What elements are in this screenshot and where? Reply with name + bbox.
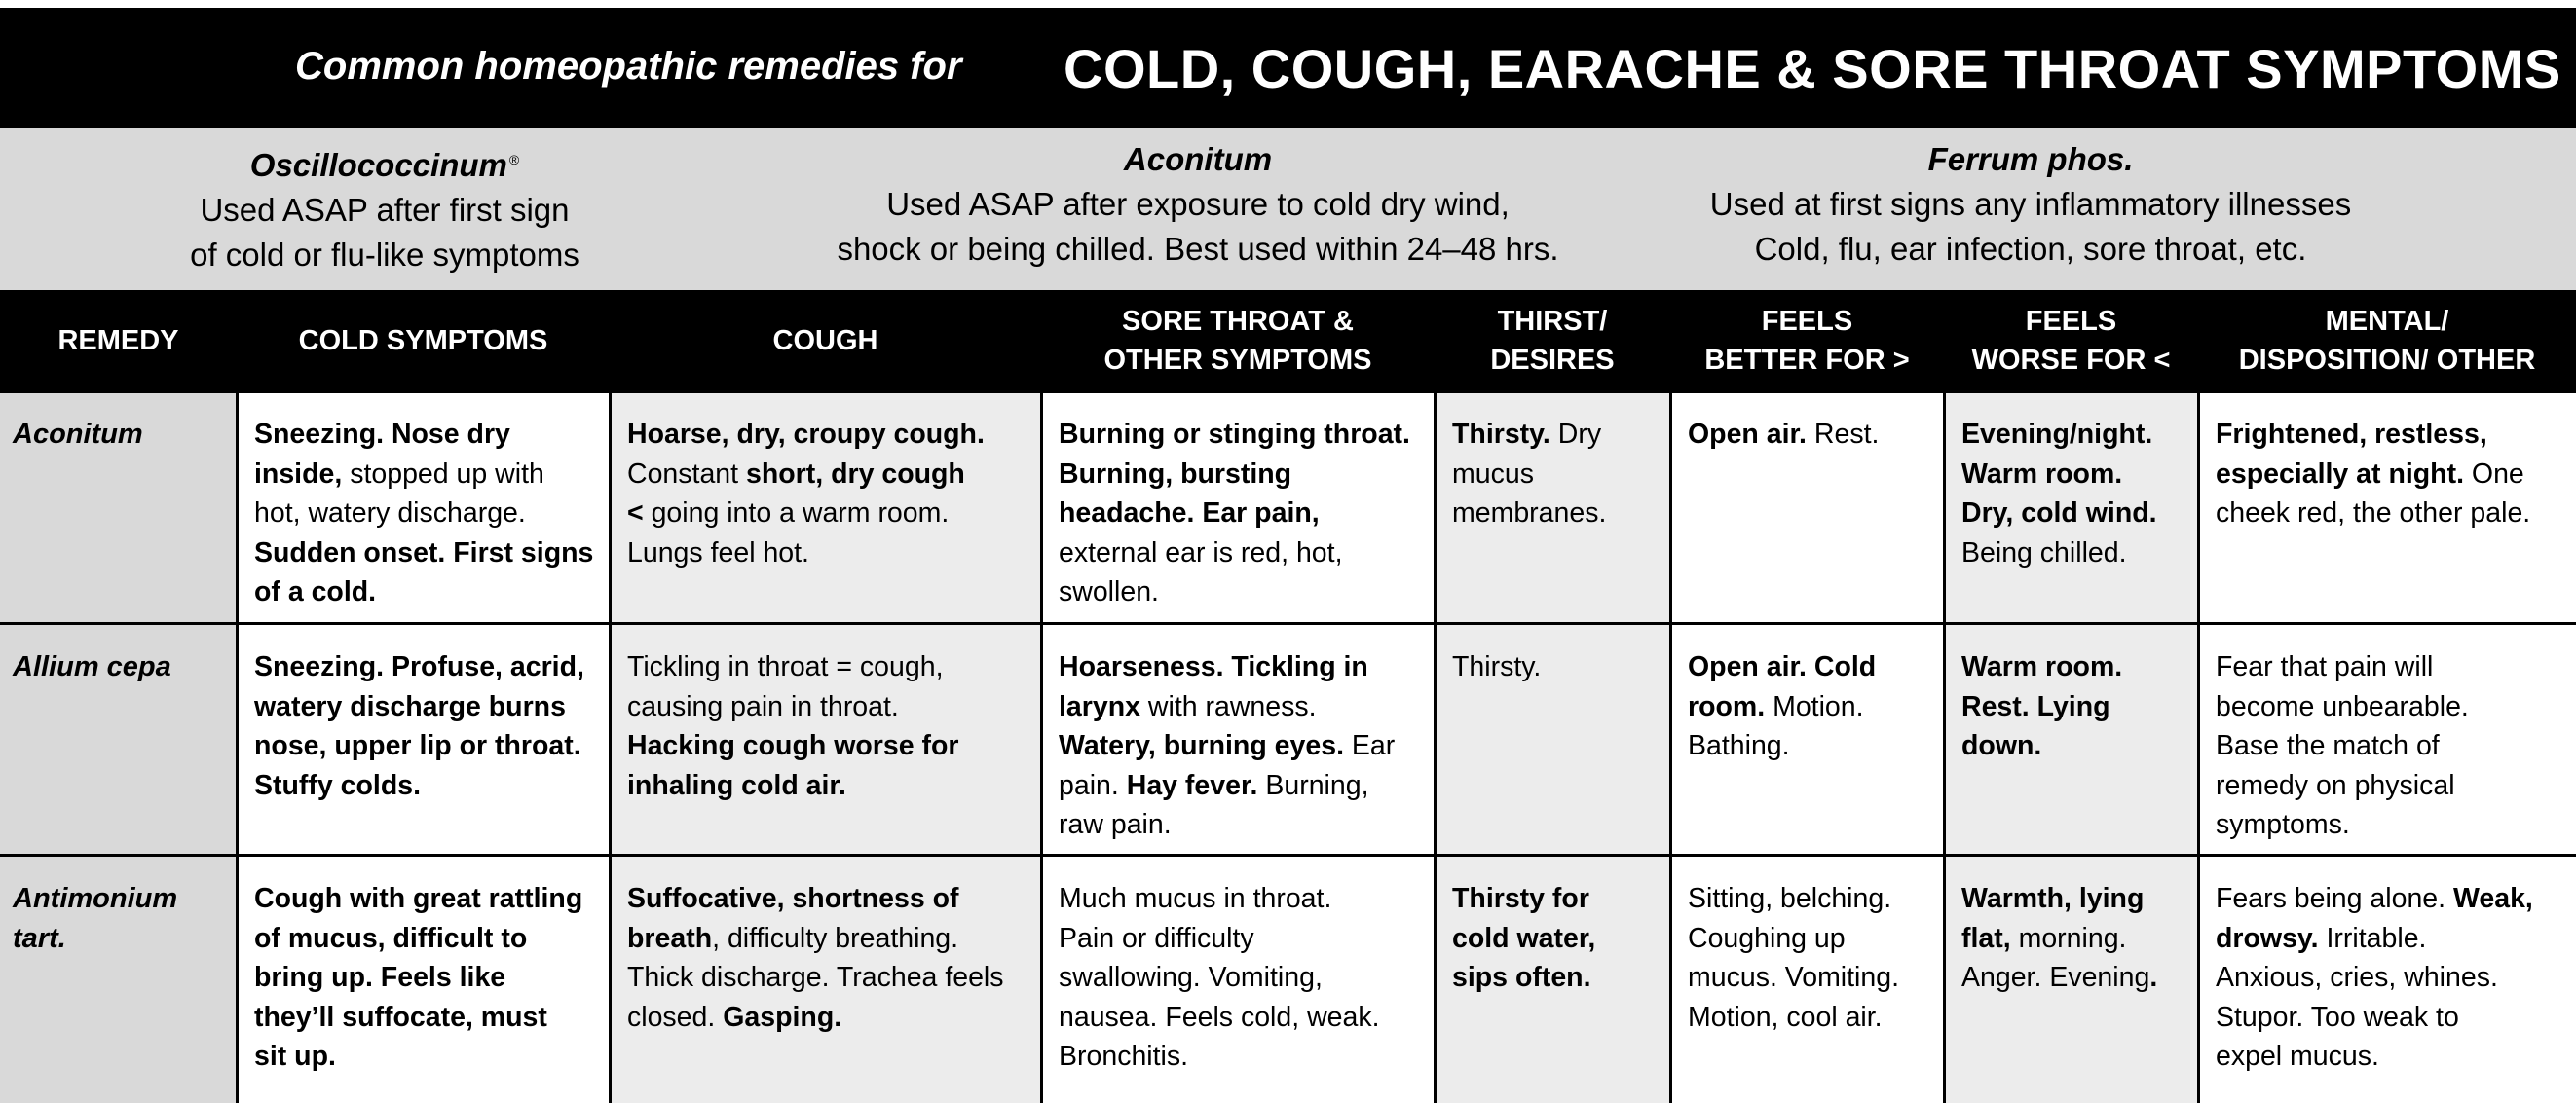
cell-cold-symptoms <box>254 415 606 612</box>
bold-text: watery discharge burns <box>254 690 566 722</box>
cell-text: swallowing. Vomiting, <box>1059 962 1323 993</box>
bold-text: Thirsty. <box>1452 419 1550 450</box>
cell-sore-throat <box>1059 415 1431 612</box>
intro-line: of cold or flu-like symptoms <box>190 237 579 273</box>
header-label: MENTAL/ <box>2325 306 2449 337</box>
header-label: OTHER SYMPTOMS <box>1103 345 1372 376</box>
bold-text: Stuffy colds. <box>254 769 422 801</box>
column-divider <box>1434 391 1437 1103</box>
bold-text: headache. Ear pain, <box>1059 497 1320 529</box>
bold-text: room. <box>1688 690 1766 722</box>
remedy-name-line: tart. <box>13 922 66 954</box>
cell-text: Fear that pain will <box>2216 651 2434 682</box>
row-divider <box>0 622 2576 625</box>
bold-text: Weak, <box>2453 883 2533 914</box>
cell-text: cheek red, the other pale. <box>2216 497 2531 529</box>
bold-text: Thirsty for <box>1452 883 1589 914</box>
bold-text: Watery, burning eyes. <box>1059 730 1344 761</box>
column-divider <box>2197 391 2200 1103</box>
cell-text: closed. <box>627 1001 724 1033</box>
remedy-name-line: Allium cepa <box>13 651 171 682</box>
cell-sore-throat <box>1059 879 1431 1077</box>
intro-band <box>0 128 2576 290</box>
cell-text: raw pain. <box>1059 809 1172 840</box>
cell-text: causing pain in throat. <box>627 690 899 722</box>
bold-text: Open air. Cold <box>1688 651 1877 682</box>
cell-mental <box>2216 879 2572 1077</box>
intro-line: Used ASAP after exposure to cold dry wind, <box>886 186 1510 222</box>
header-sore-throat <box>1041 290 1435 391</box>
bold-text: inhaling cold air. <box>627 769 846 801</box>
cell-thirst <box>1452 879 1666 998</box>
cell-text: nausea. Feels cold, weak. <box>1059 1001 1380 1033</box>
cell-cough <box>627 879 1037 1037</box>
header-label: BETTER FOR > <box>1704 345 1910 376</box>
bold-text: breath <box>627 922 713 954</box>
bold-text: Sneezing. Profuse, acrid, <box>254 651 584 682</box>
cell-text: mucus. Vomiting. <box>1688 962 1900 993</box>
intro-line: Used ASAP after first sign <box>200 192 570 228</box>
bold-text: Warmth, lying <box>1961 883 2145 914</box>
intro-remedy-name: Ferrum phos. <box>1927 141 2134 177</box>
bold-text: they’ll suffocate, must <box>254 1001 547 1033</box>
cell-text: Much mucus in throat. <box>1059 883 1332 914</box>
bold-text: inside, <box>254 458 343 490</box>
cell-text: Thick discharge. Trachea feels <box>627 962 1004 993</box>
cell-text: Anger. Evening <box>1961 962 2150 993</box>
bold-text: down. <box>1961 730 2042 761</box>
cell-thirst <box>1452 647 1666 687</box>
header-cough <box>610 290 1041 391</box>
cell-text: hot, watery discharge. <box>254 497 526 529</box>
bold-text: cold water, <box>1452 922 1596 954</box>
bold-text: . <box>2149 962 2158 993</box>
header-label: FEELS <box>2025 306 2117 337</box>
bold-text: especially at night. <box>2216 458 2464 490</box>
header-label: COLD SYMPTOMS <box>298 325 548 356</box>
header-mental <box>2198 290 2576 391</box>
cell-text: stopped up with <box>342 458 544 490</box>
row-divider <box>0 390 2576 393</box>
cell-text: Irritable. <box>2318 922 2427 954</box>
cell-feels-worse <box>1961 879 2194 998</box>
cell-sore-throat <box>1059 647 1431 845</box>
cell-text: become unbearable. <box>2216 690 2469 722</box>
cell-text: Burning, <box>1257 769 1369 801</box>
cell-cough <box>627 647 1037 805</box>
cell-text: Ear <box>1344 730 1396 761</box>
header-label: COUGH <box>772 325 878 356</box>
bold-text: Hoarseness. Tickling in <box>1059 651 1368 682</box>
cell-text: , difficulty breathing. <box>712 922 959 954</box>
cell-mental <box>2216 647 2572 845</box>
bold-text: < <box>627 497 644 529</box>
header-label: REMEDY <box>57 325 179 356</box>
bold-text: Hacking cough worse for <box>627 730 959 761</box>
bold-text: nose, upper lip or throat. <box>254 730 581 761</box>
cell-text: Rest. <box>1806 419 1880 450</box>
bold-text: Suffocative, shortness of <box>627 883 959 914</box>
cell-cold-symptoms <box>254 647 606 805</box>
header-label: THIRST/ <box>1497 306 1608 337</box>
bold-text: Open air. <box>1688 419 1807 450</box>
cell-feels-worse <box>1961 415 2194 572</box>
bold-text: sips often. <box>1452 962 1591 993</box>
header-label: WORSE FOR < <box>1971 345 2171 376</box>
cell-thirst <box>1452 415 1666 533</box>
cell-text: One <box>2464 458 2524 490</box>
remedy-name-line: Aconitum <box>13 419 143 450</box>
cell-text: Motion, cool air. <box>1688 1001 1883 1033</box>
title-bar <box>0 8 2576 128</box>
row-divider <box>0 854 2576 857</box>
bold-text: Cough with great rattling <box>254 883 583 914</box>
cell-text: membranes. <box>1452 497 1607 529</box>
column-divider <box>1943 391 1946 1103</box>
intro-line: Used at first signs any inflammatory illnesses <box>1709 186 2352 222</box>
header-remedy <box>0 290 237 391</box>
cell-text: remedy on physical <box>2216 769 2455 801</box>
column-background <box>0 391 237 1103</box>
cell-text: Constant <box>627 458 746 490</box>
header-thirst <box>1435 290 1670 391</box>
cell-text: Anxious, cries, whines. <box>2216 962 2498 993</box>
header-feels-worse <box>1944 290 2198 391</box>
header-label: SORE THROAT & <box>1122 306 1354 337</box>
bold-text: Warm room. <box>1961 458 2123 490</box>
cell-text: Thirsty. <box>1452 651 1542 682</box>
remedy-name <box>13 415 224 455</box>
intro-oscillococcinum <box>146 137 623 277</box>
bold-text: Burning, bursting <box>1059 458 1292 490</box>
cell-cough <box>627 415 1037 572</box>
cell-text: Dry <box>1549 419 1602 450</box>
cell-text: expel mucus. <box>2216 1041 2379 1072</box>
cell-text: Bronchitis. <box>1059 1041 1189 1072</box>
remedy-name <box>13 879 224 958</box>
header-label: DESIRES <box>1490 345 1615 376</box>
bold-text: Frightened, restless, <box>2216 419 2487 450</box>
intro-remedy-name: Oscillococcinum <box>249 147 507 183</box>
cell-text: mucus <box>1452 458 1534 490</box>
bold-text: Sudden onset. First signs <box>254 536 594 569</box>
bold-text: of mucus, difficult to <box>254 922 528 954</box>
cell-text: Coughing up <box>1688 922 1846 954</box>
bold-text: Burning or stinging throat. <box>1059 419 1410 450</box>
cell-text: morning. <box>2010 922 2127 954</box>
bold-text: larynx <box>1059 690 1140 722</box>
bold-text: Hoarse, dry, croupy cough. <box>627 419 985 450</box>
remedy-name <box>13 647 224 687</box>
bold-text: Evening/night. <box>1961 419 2153 450</box>
cell-text: swollen. <box>1059 576 1159 607</box>
cell-text: Motion. <box>1765 690 1864 722</box>
remedy-table <box>0 290 2576 1103</box>
bold-text: sit up. <box>254 1041 336 1072</box>
cell-feels-worse <box>1961 647 2194 766</box>
column-divider <box>236 391 239 1103</box>
cell-text: Sitting, belching. <box>1688 883 1892 914</box>
cell-text: Base the match of <box>2216 730 2440 761</box>
bold-text: Dry, cold wind. <box>1961 497 2157 529</box>
cell-mental <box>2216 415 2572 533</box>
column-divider <box>1040 391 1043 1103</box>
bold-text: bring up. Feels like <box>254 962 506 993</box>
cell-cold-symptoms <box>254 879 606 1077</box>
bold-text: short, dry cough <box>746 458 965 490</box>
remedy-name-line: Antimonium <box>13 883 178 914</box>
header-label: FEELS <box>1761 306 1853 337</box>
bold-text: flat, <box>1961 922 2011 954</box>
intro-line: shock or being chilled. Best used within 24–48 hrs. <box>837 231 1559 267</box>
cell-feels-better <box>1688 415 1940 455</box>
bold-text: Warm room. <box>1961 651 2123 682</box>
cell-text: going into a warm room. <box>643 497 950 529</box>
bold-text: Gasping. <box>723 1001 842 1033</box>
cell-feels-better <box>1688 879 1940 1037</box>
intro-aconitum <box>808 137 1587 272</box>
intro-line: Cold, flu, ear infection, sore throat, etc. <box>1754 231 2307 267</box>
column-divider <box>1669 391 1672 1103</box>
cell-text: symptoms. <box>2216 809 2350 840</box>
cell-text: Fears being alone. <box>2216 883 2453 914</box>
cell-text: Tickling in throat = cough, <box>627 651 944 682</box>
bold-text: Sneezing. Nose dry <box>254 419 510 450</box>
cell-text: Pain or difficulty <box>1059 922 1254 954</box>
bold-text: Rest. Lying <box>1961 690 2110 722</box>
cell-feels-better <box>1688 647 1940 766</box>
column-divider <box>609 391 612 1103</box>
cell-text: Stupor. Too weak to <box>2216 1001 2459 1033</box>
header-label: DISPOSITION/ OTHER <box>2238 345 2536 376</box>
title-prefix: Common homeopathic remedies for <box>295 45 962 88</box>
table-header-row <box>0 290 2576 391</box>
bold-text: drowsy. <box>2216 922 2319 954</box>
intro-ferrum-phos <box>1656 137 2406 272</box>
cell-text: Bathing. <box>1688 730 1790 761</box>
header-cold-symptoms <box>237 290 610 391</box>
page-title: COLD, COUGH, EARACHE & SORE THROAT SYMPTOMS <box>1064 38 2561 99</box>
bold-text: of a cold. <box>254 576 377 607</box>
cell-text: Lungs feel hot. <box>627 536 809 569</box>
registered-mark: ® <box>508 152 520 167</box>
bold-text: Hay fever. <box>1126 769 1258 801</box>
cell-text: external ear is red, hot, <box>1059 536 1343 569</box>
cell-text: Being chilled. <box>1961 536 2127 569</box>
intro-remedy-name: Aconitum <box>1123 141 1273 177</box>
header-feels-better <box>1670 290 1944 391</box>
cell-text: with rawness. <box>1139 690 1317 722</box>
cell-text: pain. <box>1059 769 1127 801</box>
